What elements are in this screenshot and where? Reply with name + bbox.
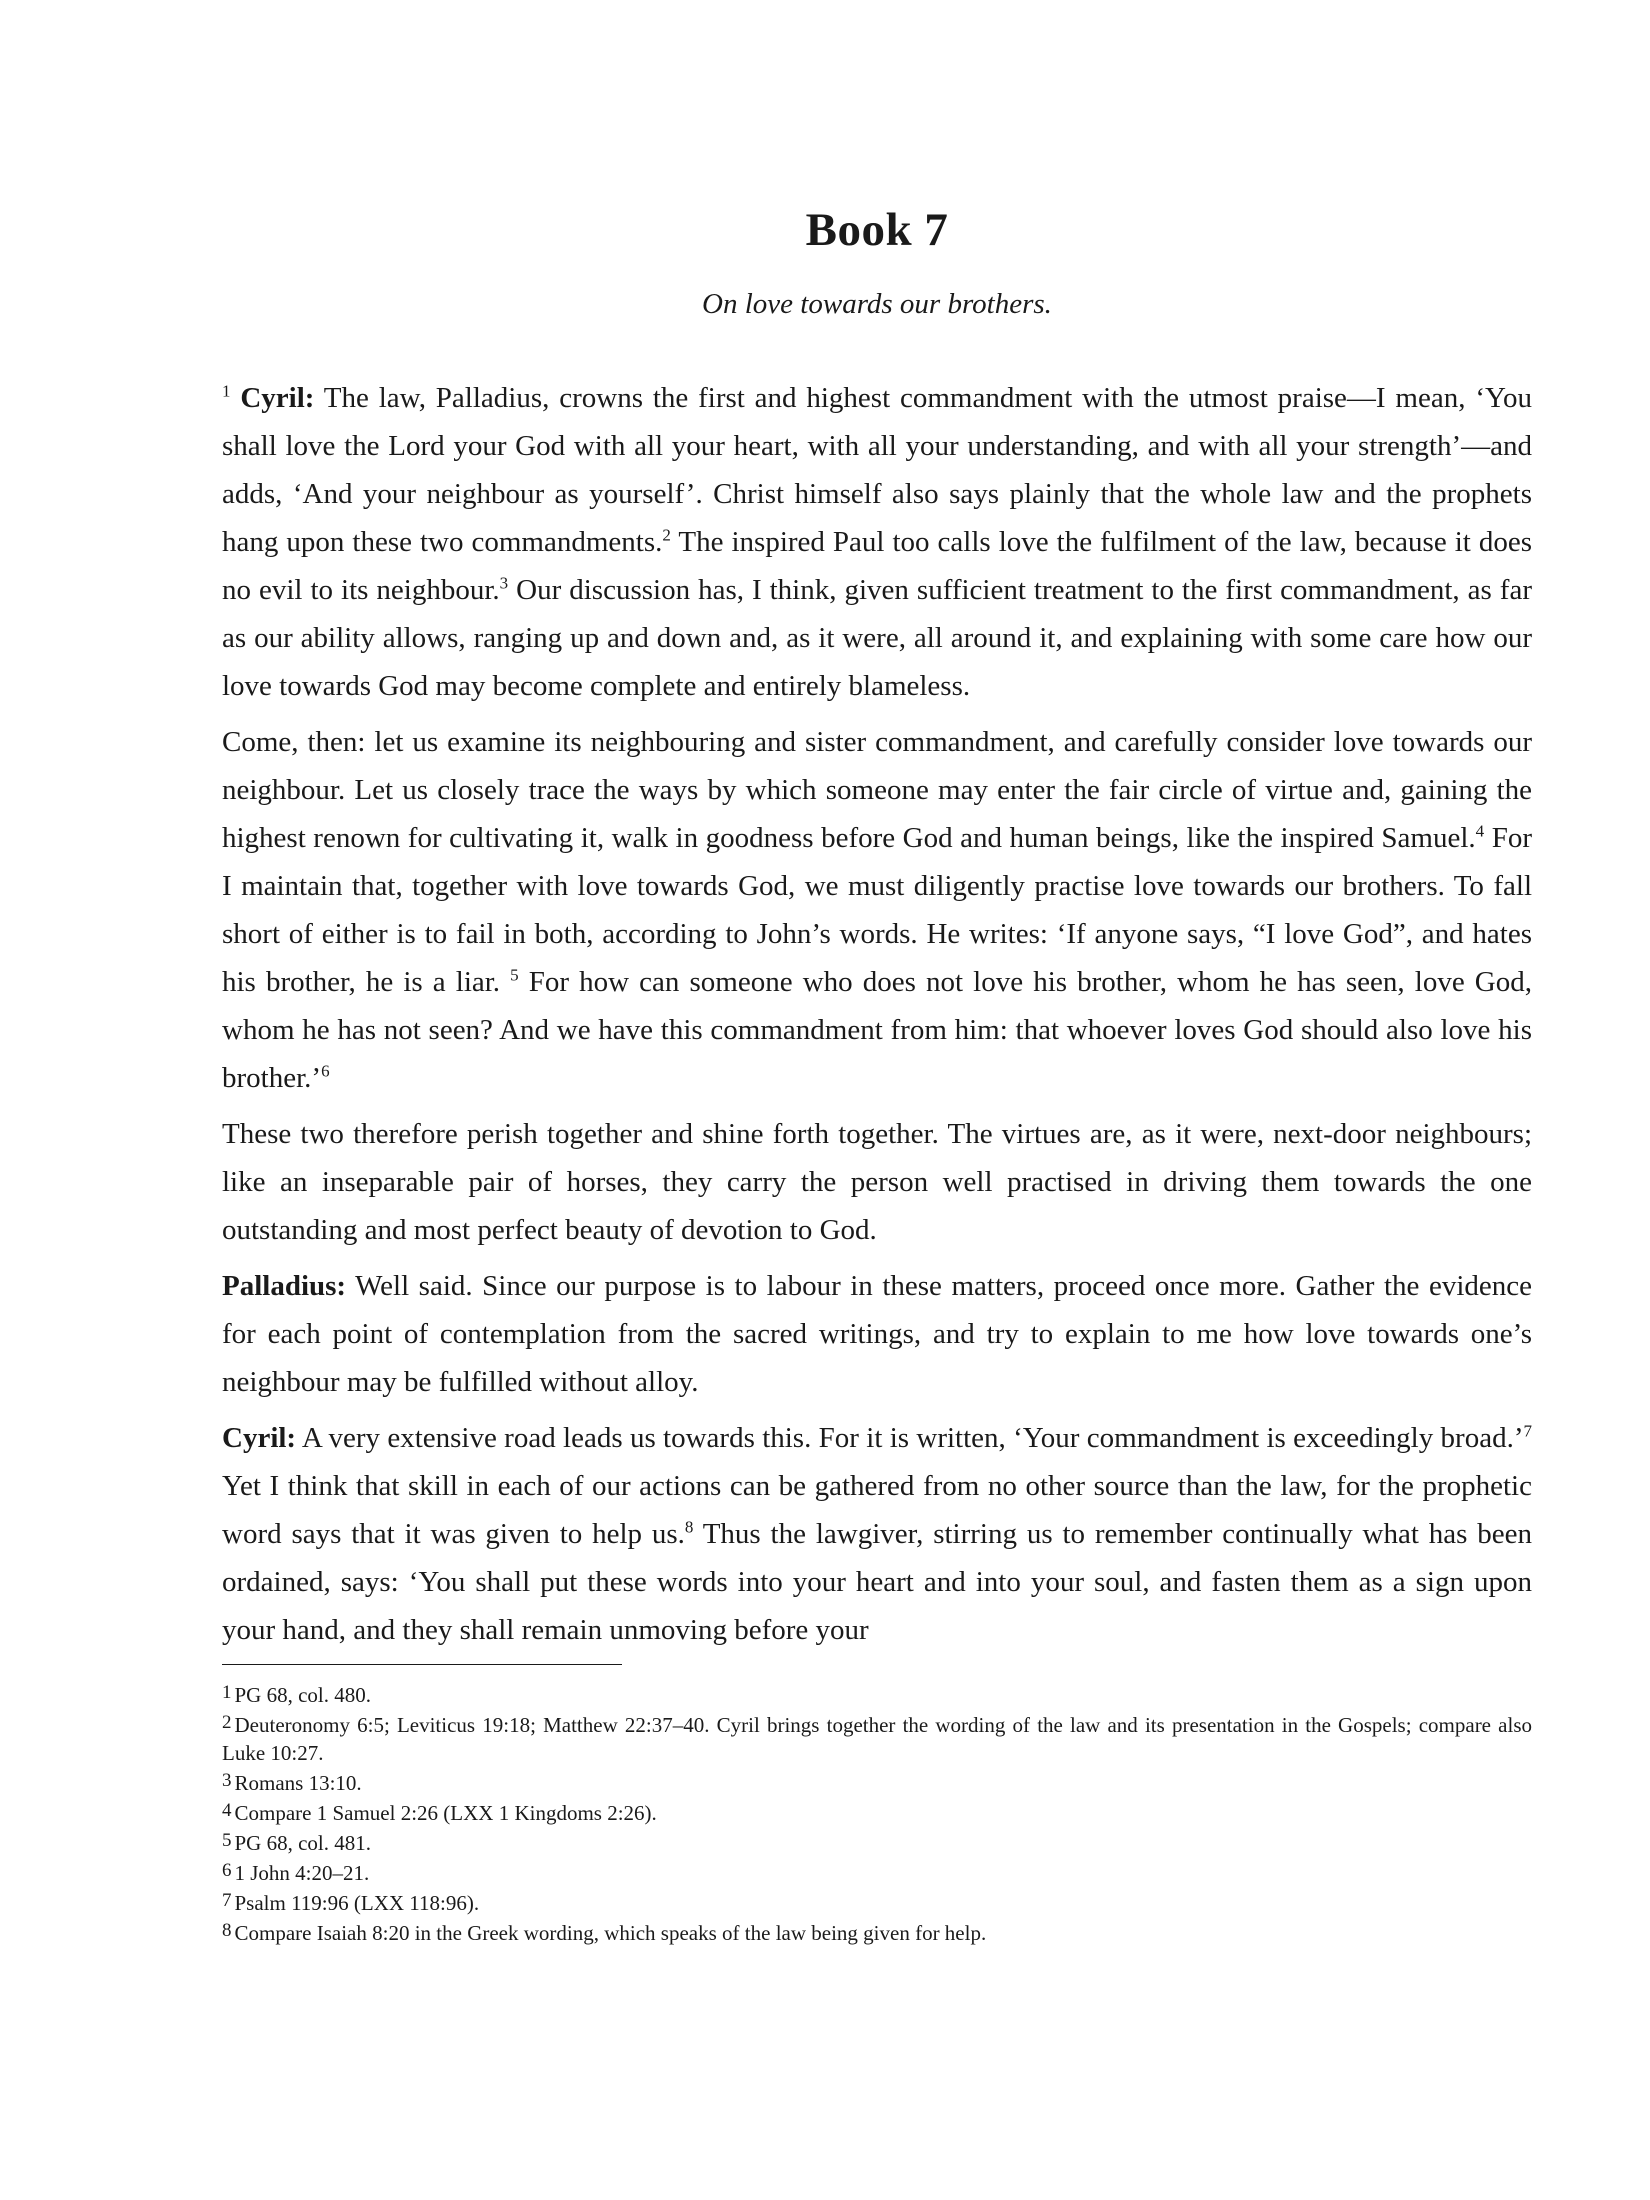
speaker-label: Palladius: [222,1270,347,1302]
footnote-ref: 1 [222,381,231,401]
footnote-divider [222,1664,622,1665]
footnote-text: Compare 1 Samuel 2:26 (LXX 1 Kingdoms 2:26). [234,1801,657,1825]
paragraph [222,1110,1532,1254]
paragraph-text: These two therefore perish together and shine forth together. The virtues are, as it were, next-door neighbours; like an inseparable pair of horses, they carry the person well practised in driving them towards the one outstanding and most perfect beauty of devotion to God. [222,1118,1532,1246]
paragraph-text: The law, Palladius, crowns the first and highest commandment with the utmost praise—I mean, ‘You shall love the Lord your God with all your heart, with all your understanding, and with all your strength’—and adds, ‘And your neighbour as yourself’. Christ himself also says plainly that the whole law and the prophets hang upon these two commandments. [222,382,1533,558]
footnote-text: Romans 13:10. [234,1771,362,1795]
paragraph [222,374,1532,710]
footnote-text: PG 68, col. 480. [234,1683,371,1707]
footnote-ref: 8 [684,1517,694,1537]
main-text [222,374,1532,1654]
footnote-number: 6 [222,1860,232,1881]
footnote [222,1767,1532,1797]
footnote [222,1887,1532,1917]
footnote-ref: 3 [499,573,509,593]
footnote-text: Psalm 119:96 (LXX 118:96). [234,1891,480,1915]
footnote-number: 7 [222,1890,232,1911]
paragraph [222,718,1532,1102]
footnote-number: 4 [222,1800,232,1821]
footnote-text: Deuteronomy 6:5; Leviticus 19:18; Matthew 22:37–40. Cyril brings together the wording of the law and its presentation in the Gospels; compare also Luke 10:27. [222,1713,1532,1765]
footnote-number: 2 [222,1712,232,1733]
footnote-text: Compare Isaiah 8:20 in the Greek wording, which speaks of the law being given for help. [234,1921,987,1945]
footnote-ref: 6 [321,1061,330,1081]
paragraph-text: The inspired Paul too calls love the fulfilment of the law, because it does no evil to its neighbour. [222,526,1532,606]
footnote-text: 1 John 4:20–21. [234,1861,370,1885]
footnote-number: 8 [222,1920,232,1941]
footnote-ref: 7 [1523,1421,1532,1441]
footnote [222,1797,1532,1827]
footnote-number: 1 [222,1682,232,1703]
paragraph [222,1414,1532,1654]
book-subtitle: On love towards our brothers. [702,288,1052,320]
footnotes [222,1679,1532,1947]
paragraph-text: A very extensive road leads us towards this. For it is written, ‘Your commandment is exceedingly broad.’ [296,1422,1524,1454]
book-title: Book 7 [805,204,949,256]
paragraph-text: Well said. Since our purpose is to labour in these matters, proceed once more. Gather the evidence for each point of contemplation from the sacred writings, and try to explain to me how love towards one’s neighbour may be fulfilled without alloy. [222,1270,1532,1398]
paragraph-text: Yet I think that skill in each of our actions can be gathered from no other source than the law, for the prophetic word says that it was given to help us. [222,1470,1532,1550]
document-page [222,200,1532,1947]
footnote-ref: 2 [662,525,671,545]
paragraph [222,1262,1532,1406]
speaker-label: Cyril: [240,382,315,414]
paragraph-text: For I maintain that, together with love towards God, we must diligently practise love towards our brothers. To fall short of either is to fail in both, according to John’s words. He writes: ‘If anyone says, “I love God”, and hates his brother, he is a liar. [222,822,1532,998]
footnote-ref: 5 [510,965,519,985]
speaker-label: Cyril: [222,1422,297,1454]
footnote [222,1679,1532,1709]
footnote [222,1857,1532,1887]
paragraph-text: For how can someone who does not love his brother, whom he has seen, love God, whom he has not seen? And we have this commandment from him: that whoever loves God should also love his brother.’ [222,966,1532,1094]
footnote [222,1709,1532,1767]
footnote [222,1917,1532,1947]
footnote [222,1827,1532,1857]
paragraph-text: Our discussion has, I think, given sufficient treatment to the first commandment, as far as our ability allows, ranging up and down and, as it were, all around it, and explaining with some care how our love towards God may become complete and entirely blameless. [222,574,1532,702]
paragraph-text: Come, then: let us examine its neighbouring and sister commandment, and carefully consider love towards our neighbour. Let us closely trace the ways by which someone may enter the fair circle of virtue and, gaining the highest renown for cultivating it, walk in goodness before God and human beings, like the inspired Samuel. [222,726,1532,854]
paragraph-text: Thus the lawgiver, stirring us to remember continually what has been ordained, says: ‘You shall put these words into your heart and into your soul, and fasten them as a sign upon your hand, and they shall remain unmoving before your [222,1518,1532,1646]
paragraph-text [231,382,241,414]
footnote-ref: 4 [1475,821,1485,841]
footnote-number: 5 [222,1830,232,1851]
footnote-number: 3 [222,1770,232,1791]
footnote-text: PG 68, col. 481. [234,1831,371,1855]
